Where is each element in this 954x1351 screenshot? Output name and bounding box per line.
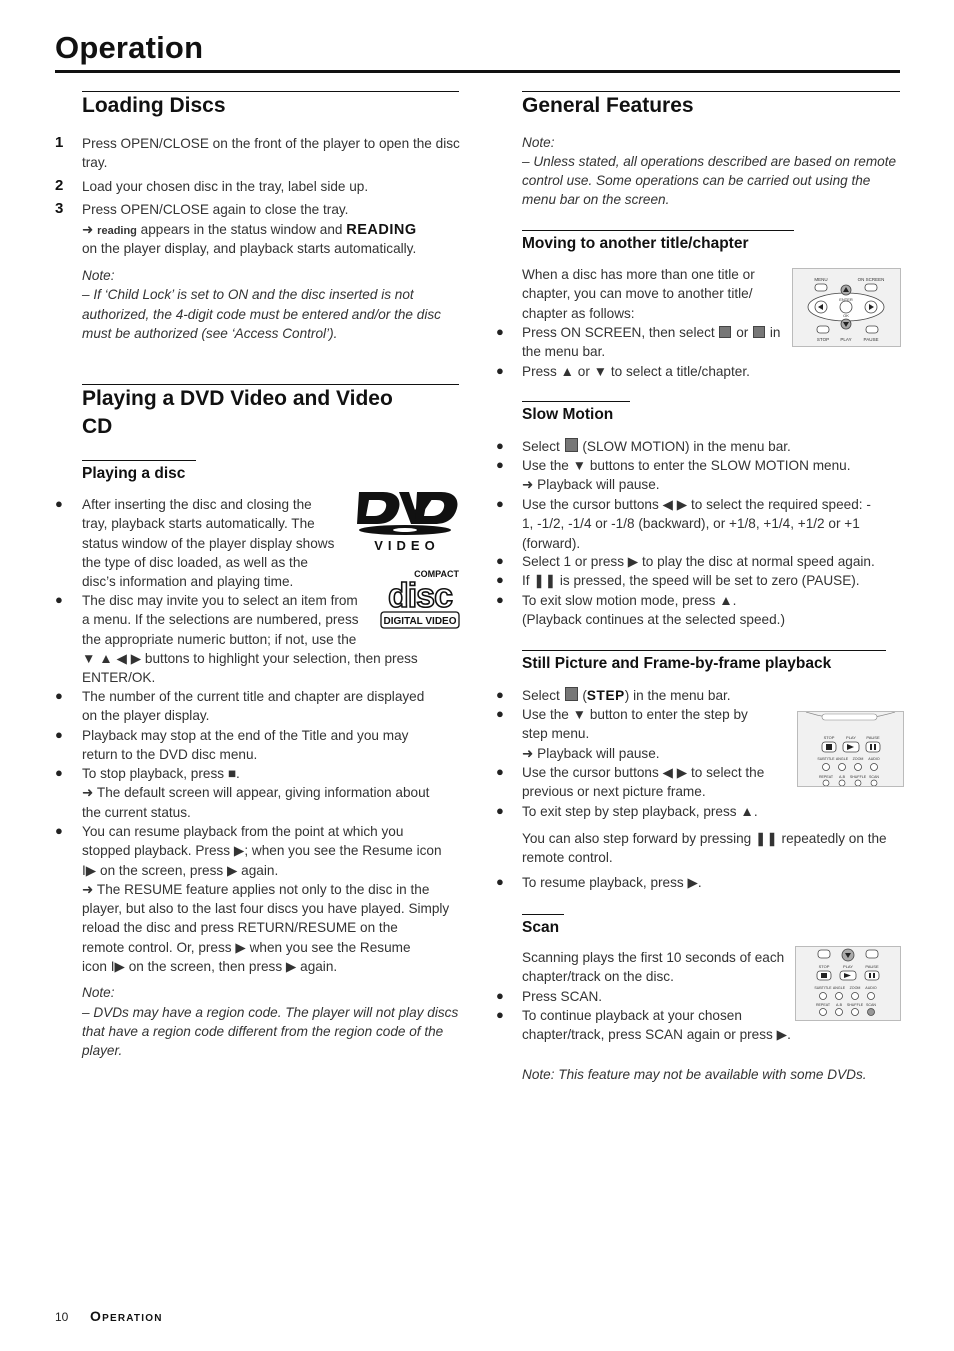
remote-label: SUBTITLE (814, 986, 832, 990)
line: To stop playback, press ■. (82, 766, 240, 781)
line: ➜ The RESUME feature applies not only to the disc in the (82, 881, 430, 897)
dvd-video-logo (355, 488, 459, 554)
bullet: ● (496, 457, 504, 472)
step-detail-text: on the player display, and playback starts automatically. (82, 241, 417, 256)
bullet: ● (496, 496, 504, 511)
bullet: ● (55, 823, 63, 838)
line: tray, playback starts automatically. The (82, 516, 315, 532)
list-item: Select 1 or press ▶ to play the disc at normal speed again. (522, 554, 875, 569)
remote-label: AUDIO (868, 757, 880, 761)
logo-digital-text: DIGITAL VIDEO (383, 616, 457, 627)
moving-title-subheading (522, 230, 794, 253)
arrow-icon: ➜ (82, 222, 94, 237)
line: Scanning plays the first 10 seconds of each (522, 950, 785, 965)
scan-subheading (522, 914, 564, 937)
note-label: Note: (82, 268, 115, 283)
bullet: ● (55, 688, 63, 703)
line: chapter/track on the disc. (522, 969, 674, 985)
bullet: ● (496, 438, 504, 453)
line: 1, -1/2, -1/4 or -1/8 (backward), or +1/8, +1/4, +1/2 or +1 (522, 516, 860, 532)
logo-compact-text: COMPACT (414, 569, 459, 579)
remote-label: AUDIO (865, 986, 877, 990)
step-text: Load your chosen disc in the tray, label side up. (82, 179, 369, 194)
remote-label: REPEAT (815, 1003, 831, 1007)
remote-label: MENU (814, 277, 828, 282)
remote-label: PAUSE (866, 735, 880, 740)
remote-label: ZOOM (852, 757, 864, 761)
list-item (82, 687, 462, 726)
list-item (522, 705, 792, 763)
line: previous or next picture frame. (522, 784, 706, 800)
title-icon (719, 326, 731, 338)
bullet: ● (496, 553, 504, 568)
line: the type of disc loaded, as well as the (82, 554, 308, 570)
line: (SLOW MOTION) in the menu bar. (582, 439, 791, 454)
line: chapter/track, press SCAN again or press ▶. (522, 1027, 791, 1043)
bullet: ● (496, 687, 504, 702)
remote-label: PLAY (846, 735, 856, 740)
note-line: – If ‘Child Lock’ is set to ON and the disc inserted is not (82, 287, 414, 302)
remote-label: PAUSE (865, 964, 879, 969)
line: (forward). (522, 535, 581, 551)
line: in (769, 325, 781, 340)
subheading-text: Scan (522, 919, 560, 937)
remote-label: PLAY (840, 337, 852, 342)
line: or (736, 325, 749, 340)
remote-label: SHUFFLE (846, 1003, 864, 1007)
line: the appropriate numeric button; if not, use the (82, 631, 357, 647)
remote-label: STOP (823, 735, 835, 740)
line: Use the ▼ buttons to enter the SLOW MOTION menu. (522, 458, 851, 473)
line: Select (522, 688, 560, 703)
line: To continue playback at your chosen (522, 1008, 742, 1023)
page-title: Operation (55, 30, 204, 65)
remote-label: PLAY (843, 964, 853, 969)
line: step menu. (522, 726, 590, 742)
line: return to the DVD disc menu. (82, 747, 258, 763)
line: Use the cursor buttons ◀ ▶ to select the (522, 765, 765, 780)
line: ➜ Playback will pause. (522, 745, 660, 761)
line: chapter as follows: (522, 305, 635, 321)
paragraph (522, 265, 782, 323)
list-item (522, 763, 792, 802)
note-line: that have a region code different from the region code of the (82, 1024, 444, 1039)
remote-playback-illustration (797, 711, 904, 787)
note-line: control use. Some operations can be carried out using the (522, 173, 871, 188)
line: remote control. Or, press ▶ when you see the Resume (82, 939, 411, 955)
line: a menu. If the selections are numbered, press (82, 612, 359, 628)
subheading-rule (522, 914, 564, 915)
remote-label: ON SCREEN (857, 277, 885, 282)
list-item (82, 591, 462, 687)
remote-label: SUBTITLE (817, 757, 835, 761)
note-line: – Unless stated, all operations described are based on remote (522, 154, 897, 169)
note-line: must be authorized (see ‘Access Control’). (82, 326, 338, 341)
line: stopped playback. Press ▶; when you see the Resume icon (82, 843, 442, 859)
remote-label: A-B (836, 1003, 842, 1007)
note-label: Note: (82, 985, 115, 1000)
list-item: To exit step by step playback, press ▲. (522, 804, 758, 819)
title-divider (55, 70, 900, 73)
remote-label: SCAN (866, 1003, 876, 1007)
list-item: Press ▲ or ▼ to select a title/chapter. (522, 364, 750, 379)
line: the menu bar. (522, 344, 606, 360)
list-item (82, 495, 334, 591)
remote-label: ANGLE (835, 757, 849, 761)
slow-motion-subheading (522, 401, 630, 424)
line: ) in the menu bar. (624, 688, 731, 703)
subheading-rule (522, 230, 794, 231)
subheading-text: Playing a disc (82, 465, 186, 483)
bullet: ● (496, 592, 504, 607)
line: reload the disc and press RETURN/RESUME on the (82, 920, 398, 936)
playing-dvd-heading (82, 384, 459, 441)
subheading-text: Slow Motion (522, 406, 614, 424)
reading-small: reading (97, 225, 137, 237)
line: Playback may stop at the end of the Title and you may (82, 728, 409, 743)
step-label: STEP (586, 688, 625, 703)
line: remote control. (522, 850, 613, 866)
remote-label: ZOOM (849, 986, 861, 990)
line: Use the ▼ button to enter the step by (522, 707, 748, 722)
line: the current status. (82, 804, 191, 820)
step-number: 2 (55, 177, 64, 194)
remote-label: REPEAT (818, 775, 834, 779)
note-label: Note: (522, 135, 555, 150)
list-item (522, 437, 902, 456)
bullet: ● (55, 496, 63, 511)
bullet: ● (55, 765, 63, 780)
line: ▼ ▲ ◀ ▶ buttons to highlight your selection, then press (82, 650, 418, 666)
bullet: ● (496, 1007, 504, 1022)
remote-label: OK (843, 313, 849, 318)
remote-label: A-B (839, 775, 845, 779)
line: After inserting the disc and closing the (82, 497, 312, 512)
bullet: ● (55, 727, 63, 742)
logo-video-text: VIDEO (374, 538, 440, 553)
line: You can resume playback from the point at which you (82, 824, 404, 839)
note-line: player. (82, 1043, 123, 1058)
list-item (522, 591, 907, 630)
paragraph (522, 948, 794, 987)
line: player, but also to the last four discs you have played. Simply (82, 901, 450, 917)
line: ➜ The default screen will appear, giving information about (82, 785, 430, 801)
bullet: ● (496, 324, 504, 339)
footer-section-title: Operation (90, 1308, 163, 1324)
line: When a disc has more than one title or (522, 267, 755, 282)
line: on the player display. (82, 708, 210, 724)
remote-label: ANGLE (832, 986, 846, 990)
line: You can also step forward by pressing ❚❚ repeatedly on the (522, 831, 887, 846)
bullet: ● (496, 874, 504, 889)
line: I▶ on the screen, press ▶ again. (82, 862, 279, 878)
line: To exit slow motion mode, press ▲. (522, 593, 737, 608)
general-features-heading: General Features (522, 91, 900, 120)
subheading-rule (522, 401, 630, 402)
list-item (522, 686, 902, 705)
chapter-icon (753, 326, 765, 338)
line: Select (522, 439, 560, 454)
bullet: ● (496, 764, 504, 779)
line: ➜ Playback will pause. (522, 477, 660, 493)
bullet: ● (55, 592, 63, 607)
line: disc’s information and playing time. (82, 574, 294, 590)
scan-note: Note: This feature may not be available with some DVDs. (522, 1067, 867, 1082)
list-item (522, 495, 907, 553)
remote-label: SCAN (869, 775, 879, 779)
note-line: – DVDs may have a region code. The player will not play discs (82, 1005, 459, 1020)
line: The number of the current title and chapter are displayed (82, 689, 425, 704)
loading-discs-heading: Loading Discs (82, 91, 459, 120)
line: ( (582, 688, 587, 703)
remote-label: STOP (818, 964, 830, 969)
list-item (82, 822, 462, 976)
page-number: 10 (55, 1310, 69, 1324)
line: ENTER/OK. (82, 670, 156, 686)
bullet: ● (496, 572, 504, 587)
reading-big: READING (346, 222, 417, 238)
step-text: Press OPEN/CLOSE on the front of the player to open the disc tray. (82, 136, 460, 171)
note-line: menu bar on the screen. (522, 192, 670, 207)
bullet: ● (496, 988, 504, 1003)
logo-disc-text: disc (387, 577, 453, 615)
list-item (82, 764, 462, 822)
bullet: ● (496, 706, 504, 721)
list-item: To resume playback, press ▶. (522, 875, 702, 890)
step-detail-text: appears in the status window and (136, 222, 347, 237)
remote-label: STOP (816, 337, 830, 342)
step-number: 1 (55, 134, 64, 151)
slow-motion-icon (565, 438, 578, 452)
remote-navigation-illustration (792, 268, 901, 347)
still-picture-subheading (522, 650, 886, 673)
bullet: ● (496, 803, 504, 818)
list-item: If ❚❚ is pressed, the speed will be set to zero (PAUSE). (522, 573, 860, 588)
line: Press ON SCREEN, then select (522, 325, 715, 340)
subheading-rule (82, 460, 196, 461)
line: Use the cursor buttons ◀ ▶ to select the required speed: - (522, 497, 871, 512)
line: icon I▶ on the screen, then press ▶ again. (82, 959, 338, 975)
playing-disc-subheading (82, 460, 196, 483)
paragraph (522, 829, 907, 868)
remote-scan-illustration (795, 946, 901, 1021)
subheading-rule (522, 650, 886, 651)
heading-line: Playing a DVD Video and Video (82, 387, 393, 410)
list-item (522, 323, 792, 362)
heading-line: CD (82, 415, 113, 438)
subheading-text: Moving to another title/chapter (522, 235, 749, 253)
remote-label: PAUSE (863, 337, 879, 342)
step-icon (565, 687, 578, 701)
list-item (522, 456, 902, 495)
remote-label: ENTER (839, 297, 853, 302)
line: (Playback continues at the selected speed.) (522, 612, 785, 628)
list-item: Press SCAN. (522, 989, 603, 1004)
list-item (82, 726, 462, 765)
step-number: 3 (55, 200, 64, 217)
subheading-text: Still Picture and Frame-by-frame playback (522, 655, 832, 673)
line: status window of the player display shows (82, 535, 335, 551)
line: The disc may invite you to select an item from (82, 593, 358, 608)
note-line: authorized, the 4-digit code must be entered and/or the disc (82, 307, 441, 322)
line: chapter, you can move to another title/ (522, 286, 753, 302)
step-text: Press OPEN/CLOSE again to close the tray. (82, 202, 349, 217)
bullet: ● (496, 363, 504, 378)
remote-label: SHUFFLE (849, 775, 867, 779)
